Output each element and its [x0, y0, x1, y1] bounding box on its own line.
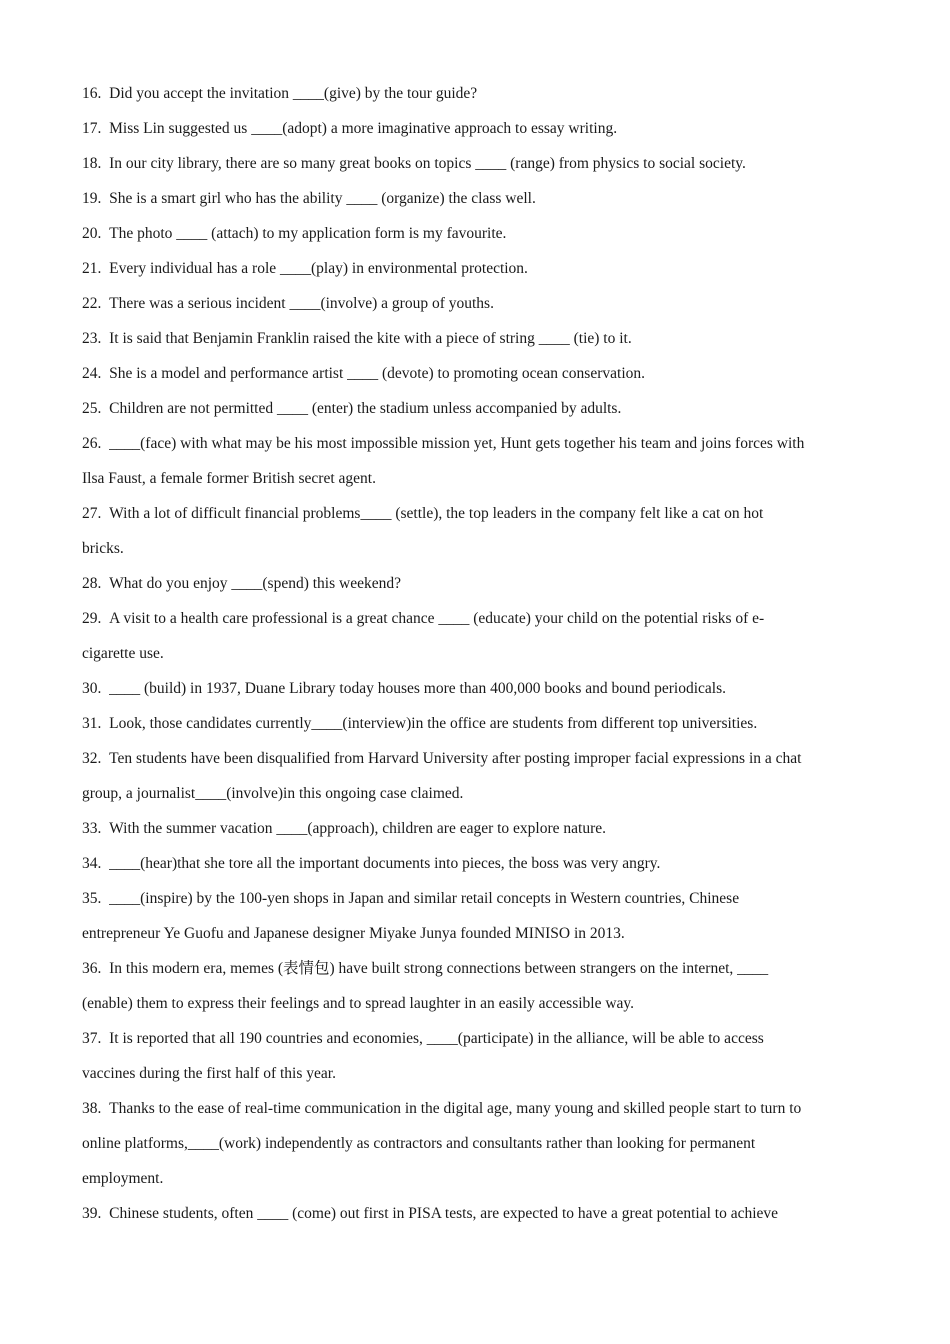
question-continuation-line — [82, 986, 868, 1021]
question-line — [82, 391, 868, 426]
question-text: bricks. — [82, 540, 124, 557]
question-number: 37. — [82, 1030, 102, 1047]
question-line — [82, 356, 868, 391]
question-line — [82, 111, 868, 146]
question-text: Chinese students, often ____ (come) out first in PISA tests, are expected to have a great potential to achieve — [109, 1205, 779, 1222]
question-text: She is a smart girl who has the ability ____ (organize) the class well. — [109, 190, 536, 207]
question-continuation-line — [82, 1056, 868, 1091]
question-number: 29. — [82, 610, 102, 627]
question-number: 17. — [82, 120, 102, 137]
question-text: group, a journalist____(involve)in this ongoing case claimed. — [82, 785, 464, 802]
question-line — [82, 251, 868, 286]
question-line — [82, 146, 868, 181]
question-line — [82, 706, 868, 741]
question-text: What do you enjoy ____(spend) this weekend? — [109, 575, 401, 592]
question-text: A visit to a health care professional is a great chance ____ (educate) your child on the potential risks of e- — [109, 610, 765, 627]
question-text: With a lot of difficult financial problems____ (settle), the top leaders in the company felt like a cat on hot — [109, 505, 764, 522]
question-line — [82, 286, 868, 321]
question-continuation-line — [82, 776, 868, 811]
question-number: 27. — [82, 505, 102, 522]
question-text: Every individual has a role ____(play) in environmental protection. — [109, 260, 528, 277]
question-text: cigarette use. — [82, 645, 164, 662]
question-number: 39. — [82, 1205, 102, 1222]
question-text: Ten students have been disqualified from Harvard University after posting improper facial expressions in a chat — [109, 750, 802, 767]
question-number: 20. — [82, 225, 102, 242]
question-text: It is said that Benjamin Franklin raised the kite with a piece of string ____ (tie) to it. — [109, 330, 632, 347]
question-continuation-line — [82, 531, 868, 566]
question-continuation-line — [82, 636, 868, 671]
question-text: Children are not permitted ____ (enter) the stadium unless accompanied by adults. — [109, 400, 622, 417]
question-text: Did you accept the invitation ____(give) by the tour guide? — [109, 85, 478, 102]
question-text: Thanks to the ease of real-time communication in the digital age, many young and skilled people start to turn to — [109, 1100, 802, 1117]
question-continuation-line — [82, 1126, 868, 1161]
question-text: There was a serious incident ____(involve) a group of youths. — [109, 295, 494, 312]
question-line — [82, 951, 868, 986]
question-number: 21. — [82, 260, 102, 277]
question-number: 31. — [82, 715, 102, 732]
question-text: ____(hear)that she tore all the important documents into pieces, the boss was very angry. — [109, 855, 661, 872]
question-number: 16. — [82, 85, 102, 102]
question-number: 24. — [82, 365, 102, 382]
question-line — [82, 1091, 868, 1126]
question-text: ____(face) with what may be his most impossible mission yet, Hunt gets together his team and joins forces with — [109, 435, 805, 452]
question-line — [82, 321, 868, 356]
question-number: 33. — [82, 820, 102, 837]
question-text: ____ (build) in 1937, Duane Library today houses more than 400,000 books and bound periodicals. — [109, 680, 726, 697]
question-line — [82, 846, 868, 881]
question-line — [82, 566, 868, 601]
question-text: She is a model and performance artist ____ (devote) to promoting ocean conservation. — [109, 365, 646, 382]
question-continuation-line — [82, 916, 868, 951]
question-number: 35. — [82, 890, 102, 907]
question-number: 30. — [82, 680, 102, 697]
question-line — [82, 601, 868, 636]
question-continuation-line — [82, 461, 868, 496]
question-text: employment. — [82, 1170, 164, 1187]
question-number: 19. — [82, 190, 102, 207]
question-line — [82, 671, 868, 706]
question-number: 18. — [82, 155, 102, 172]
question-number: 26. — [82, 435, 102, 452]
question-number: 32. — [82, 750, 102, 767]
question-number: 34. — [82, 855, 102, 872]
question-line — [82, 741, 868, 776]
question-number: 36. — [82, 960, 102, 977]
question-text: The photo ____ (attach) to my application form is my favourite. — [109, 225, 507, 242]
question-text: In our city library, there are so many great books on topics ____ (range) from physics to social society. — [109, 155, 746, 172]
question-line — [82, 181, 868, 216]
question-line — [82, 496, 868, 531]
question-line — [82, 1021, 868, 1056]
question-line — [82, 811, 868, 846]
question-number: 38. — [82, 1100, 102, 1117]
question-text: online platforms,____(work) independently as contractors and consultants rather than looking for permanent — [82, 1135, 756, 1152]
question-text: entrepreneur Ye Guofu and Japanese designer Miyake Junya founded MINISO in 2013. — [82, 925, 625, 942]
question-number: 28. — [82, 575, 102, 592]
question-line — [82, 881, 868, 916]
question-number: 23. — [82, 330, 102, 347]
question-text: vaccines during the first half of this year. — [82, 1065, 336, 1082]
question-line — [82, 1196, 868, 1231]
question-number: 22. — [82, 295, 102, 312]
question-text: Miss Lin suggested us ____(adopt) a more imaginative approach to essay writing. — [109, 120, 618, 137]
question-line — [82, 216, 868, 251]
question-text: In this modern era, memes (表情包) have built strong connections between strangers on the internet, ____ — [109, 960, 769, 977]
question-text: ____(inspire) by the 100-yen shops in Japan and similar retail concepts in Western countries, Chinese — [109, 890, 740, 907]
question-text: (enable) them to express their feelings and to spread laughter in an easily accessible way. — [82, 995, 635, 1012]
question-number: 25. — [82, 400, 102, 417]
question-line — [82, 76, 868, 111]
question-text: With the summer vacation ____(approach), children are eager to explore nature. — [109, 820, 607, 837]
question-line — [82, 426, 868, 461]
question-text: Ilsa Faust, a female former British secret agent. — [82, 470, 376, 487]
question-text: It is reported that all 190 countries and economies, ____(participate) in the alliance, will be able to access — [109, 1030, 764, 1047]
question-text: Look, those candidates currently____(interview)in the office are students from different top universities. — [109, 715, 758, 732]
question-continuation-line — [82, 1161, 868, 1196]
